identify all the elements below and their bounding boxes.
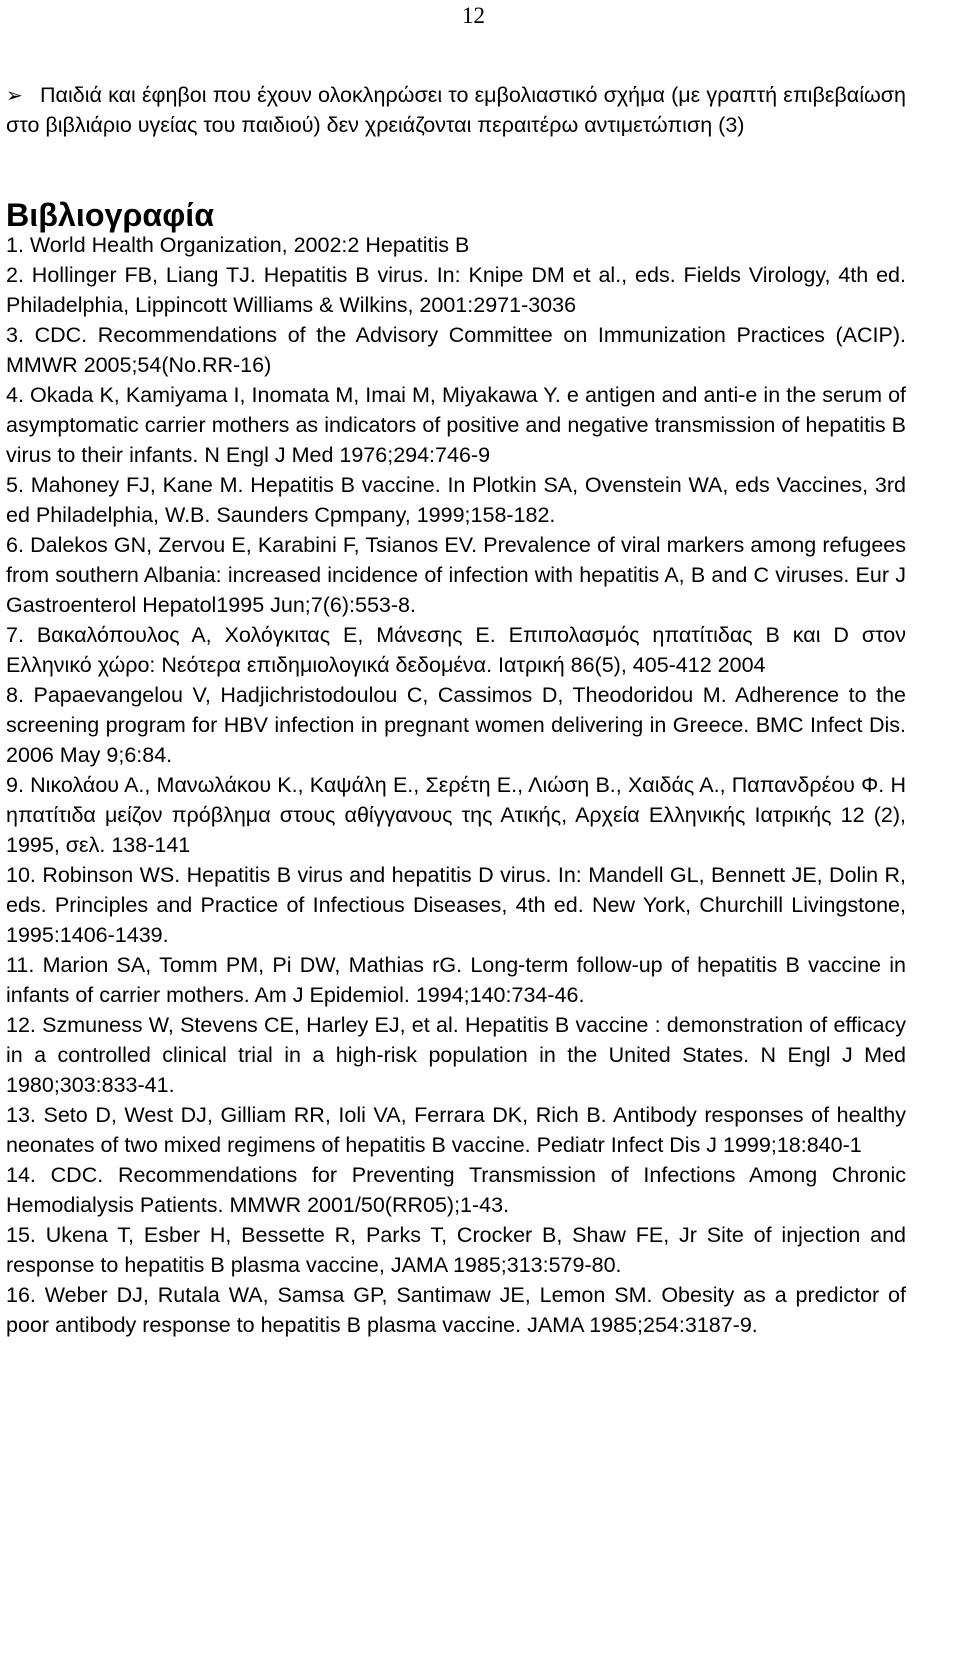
reference-item: 13. Seto D, West DJ, Gilliam RR, Ioli VA, Ferrara DK, Rich B. Antibody responses of healthy neonates of two mixed regimens of hepatitis B vaccine. Pediatr Infect Dis J 1999;18:840-1 (6, 1103, 906, 1157)
bibliography-heading: Βιβλιογραφία (6, 197, 215, 233)
reference-item: 2. Hollinger FB, Liang TJ. Hepatitis B virus. In: Knipe DM et al., eds. Fields Virology, 4th ed. Philadelphia, Lippincott Williams & Wilkins, 2001:2971-3036 (6, 263, 906, 317)
reference-item: 1. World Health Organization, 2002:2 Hepatitis B (6, 233, 470, 257)
page-content (6, 80, 906, 1340)
reference-item: 15. Ukena T, Esber H, Bessette R, Parks T, Crocker B, Shaw FE, Jr Site of injection and response to hepatitis B plasma vaccine, JAMA 1985;313:579-80. (6, 1223, 906, 1277)
arrow-bullet-icon: ➢ (6, 83, 23, 107)
reference-item: 4. Okada K, Kamiyama I, Inomata M, Imai M, Miyakawa Y. e antigen and anti-e in the serum of asymptomatic carrier mothers as indicators of positive and negative transmission of hepatitis B virus to their infants. N Engl J Med 1976;294:746-9 (6, 383, 906, 467)
reference-list (6, 230, 906, 1340)
page-number: 12 (462, 3, 485, 28)
reference-item: 7. Βακαλόπουλος Α, Χολόγκιτας Ε, Μάνεσης Ε. Επιπολασμός ηπατίτιδας Β και D στον Ελληνικό χώρο: Νεότερα επιδημιολογικά δεδομένα. Ιατρική 86(5), 405-412 2004 (6, 623, 906, 677)
reference-item: 6. Dalekos GN, Zervou E, Karabini F, Tsianos EV. Prevalence of viral markers among refugees from southern Albania: increased incidence of infection with hepatitis A, B and C viruses. Eur J Gastroenterol Hepatol1995 Jun;7(6):553-8. (6, 533, 906, 617)
reference-item: 8. Papaevangelou V, Hadjichristodoulou C, Cassimos D, Theodoridou M. Adherence to the screening program for HBV infection in pregnant women delivering in Greece. BMC Infect Dis. 2006 May 9;6:84. (6, 683, 906, 767)
reference-item: 16. Weber DJ, Rutala WA, Samsa GP, Santimaw JE, Lemon SM. Obesity as a predictor of poor antibody response to hepatitis B plasma vaccine. JAMA 1985;254:3187-9. (6, 1283, 906, 1337)
reference-item: 14. CDC. Recommendations for Preventing Transmission of Infections Among Chronic Hemodialysis Patients. MMWR 2001/50(RR05);1-43. (6, 1163, 906, 1217)
reference-item: 9. Νικολάου Α., Μανωλάκου Κ., Καψάλη Ε., Σερέτη Ε., Λιώση Β., Χαιδάς Α., Παπανδρέου Φ. Η ηπατίτιδα μείζον πρόβλημα στους αθίγγανους της Ατικής, Αρχεία Ελληνικής Ιατρικής 12 (2), 1995, σελ. 138-141 (6, 773, 906, 857)
reference-item: 5. Mahoney FJ, Kane M. Hepatitis B vaccine. In Plotkin SA, Ovenstein WA, eds Vaccines, 3rd ed Philadelphia, W.B. Saunders Cpmpany, 1999;158-182. (6, 473, 906, 527)
bullet-text: Παιδιά και έφηβοι που έχουν ολοκληρώσει το εμβολιαστικό σχήμα (με γραπτή επιβεβαίωση στο βιβλιάριο υγείας του παιδιού) δεν χρειάζονται περαιτέρω αντιμετώπιση (3) (6, 83, 906, 137)
reference-item: 3. CDC. Recommendations of the Advisory Committee on Immunization Practices (ACIP). MMWR 2005;54(No.RR-16) (6, 323, 906, 377)
reference-item: 10. Robinson WS. Hepatitis B virus and hepatitis D virus. In: Mandell GL, Bennett JE, Dolin R, eds. Principles and Practice of Infectious Diseases, 4th ed. New York, Churchill Livingstone, 1995:1406-1439. (6, 863, 906, 947)
bullet-paragraph (6, 80, 906, 140)
reference-item: 11. Marion SA, Tomm PM, Pi DW, Mathias rG. Long-term follow-up of hepatitis B vaccine in infants of carrier mothers. Am J Epidemiol. 1994;140:734-46. (6, 953, 906, 1007)
reference-item: 12. Szmuness W, Stevens CE, Harley EJ, et al. Hepatitis B vaccine : demonstration of efficacy in a controlled clinical trial in a high-risk population in the United States. N Engl J Med 1980;303:833-41. (6, 1013, 906, 1097)
